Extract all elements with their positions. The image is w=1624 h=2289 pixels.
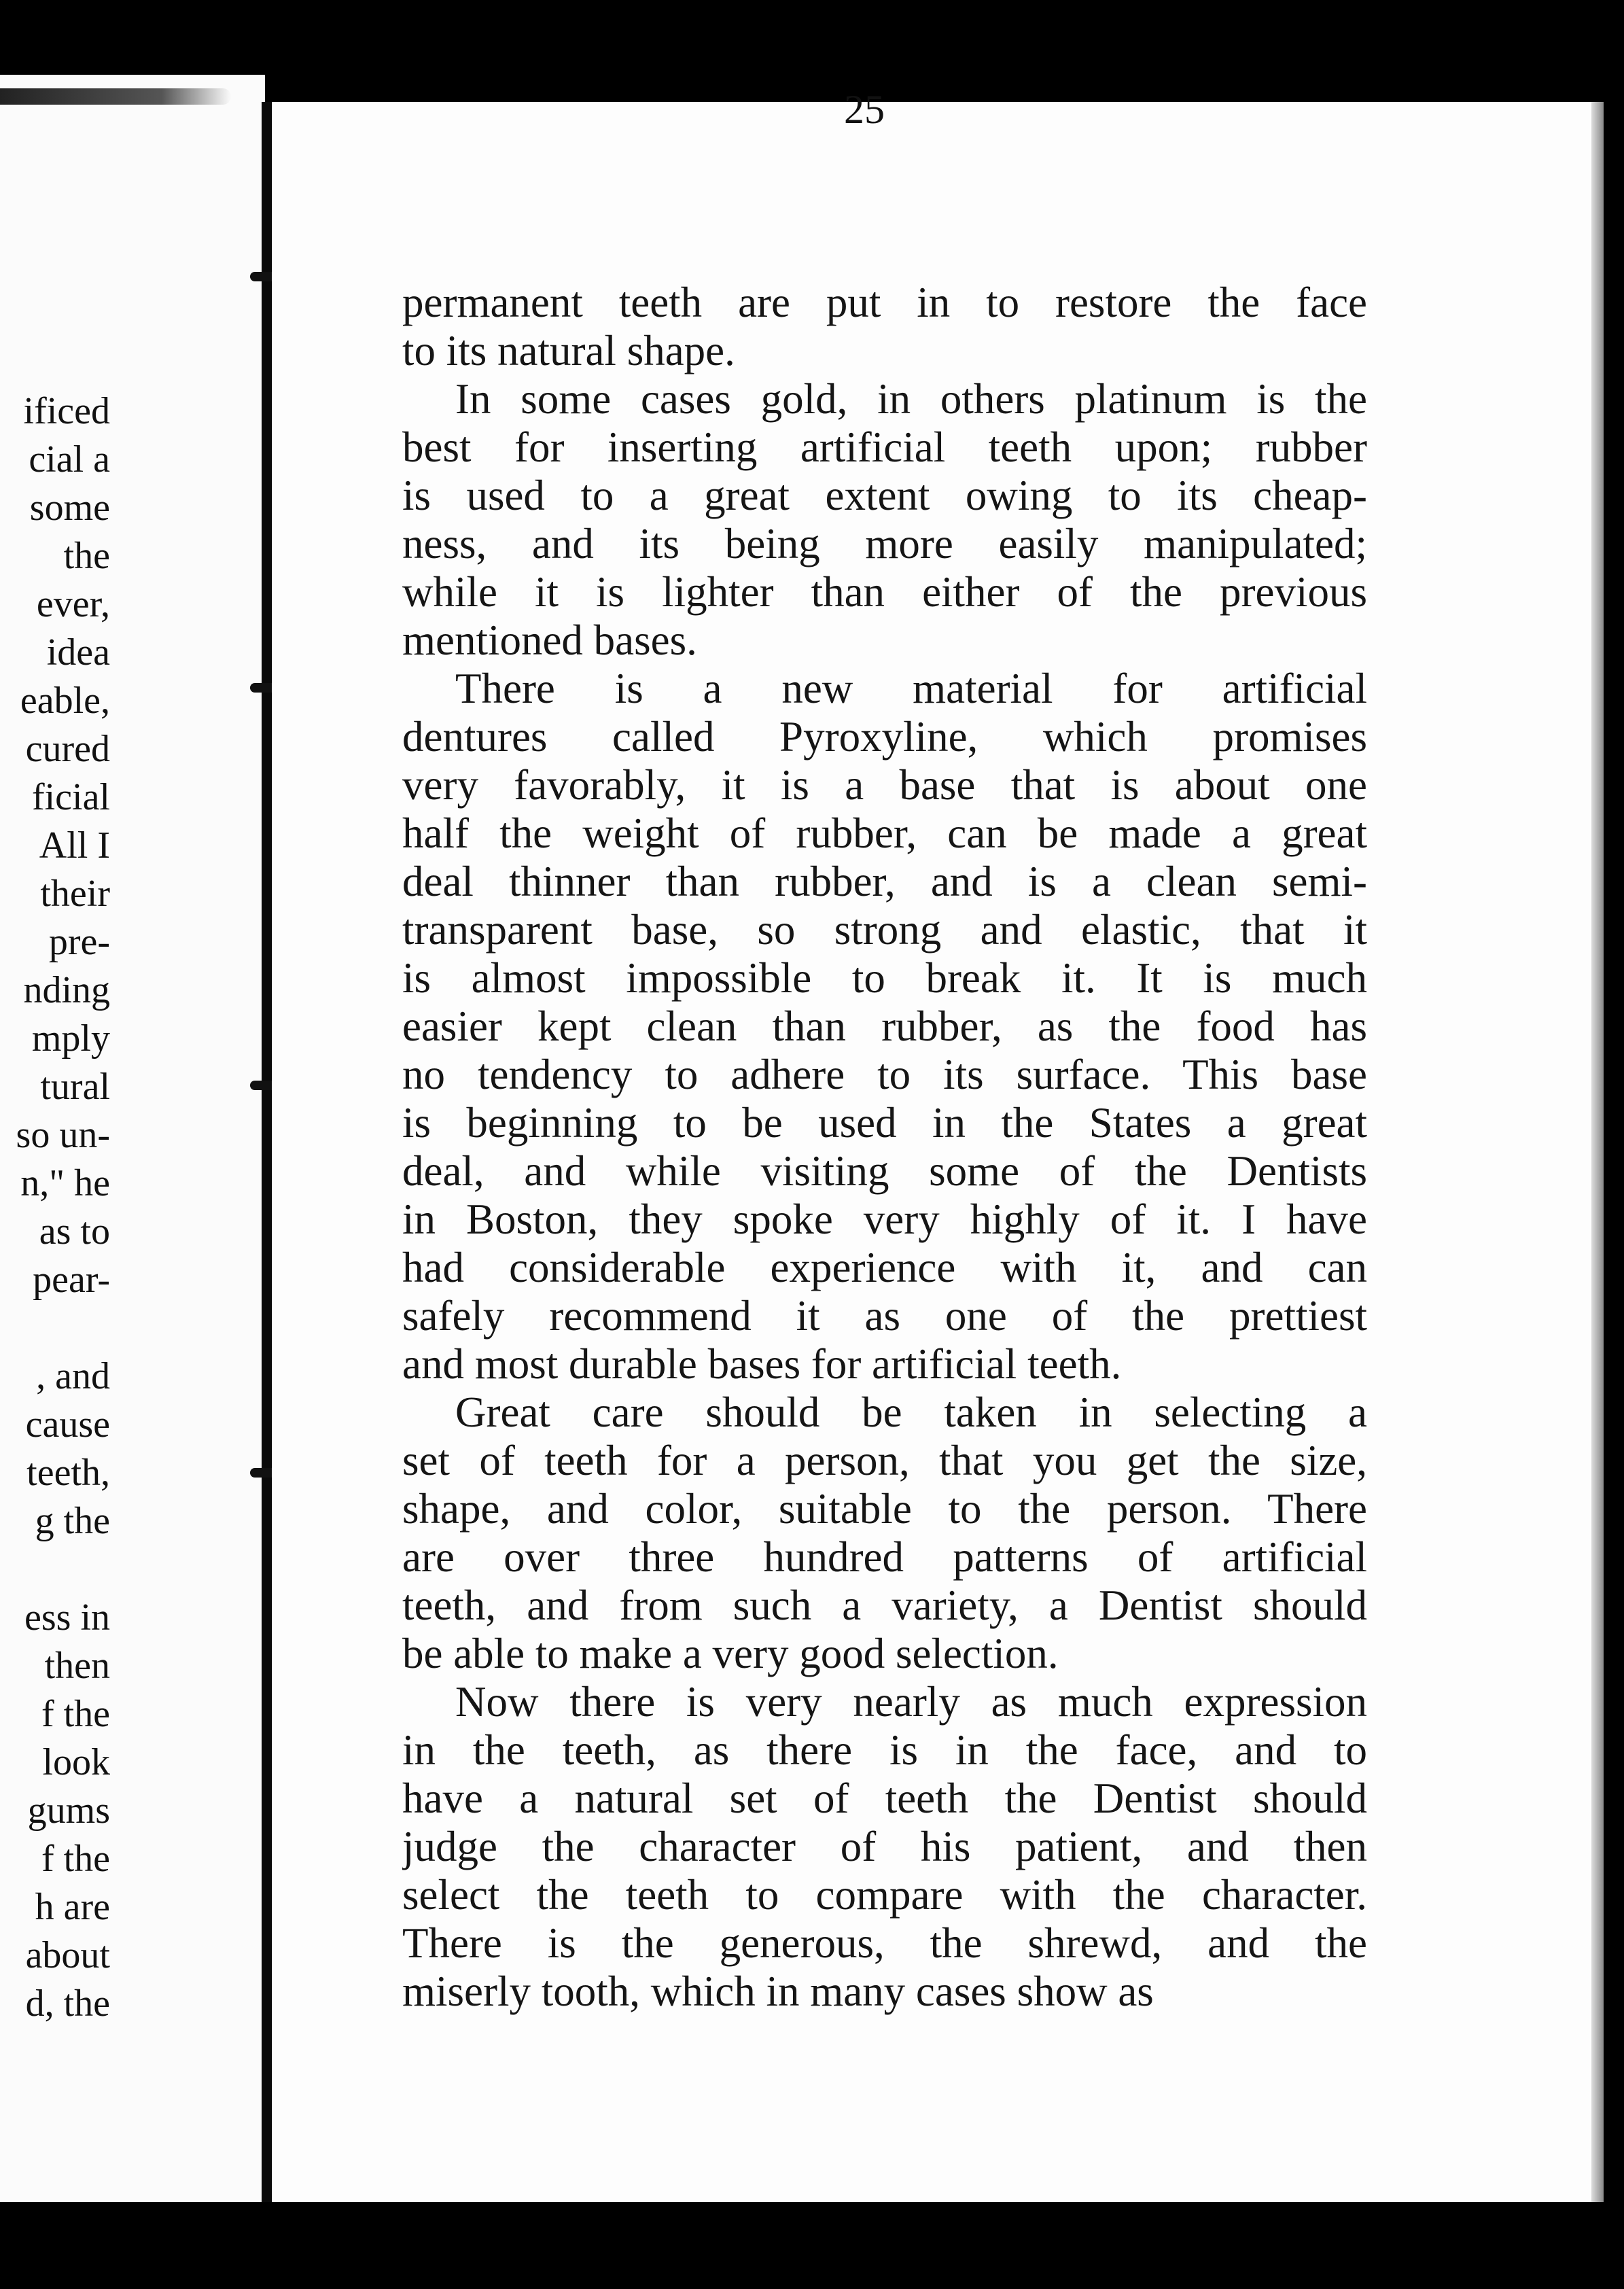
- left-page-line: then: [44, 1645, 110, 1687]
- left-page-line: the: [63, 535, 110, 577]
- left-page-line: ificed: [23, 390, 110, 432]
- body-text-line: is almost impossible to break it. It is much: [402, 954, 1367, 1002]
- left-page-line: pear-: [33, 1259, 110, 1301]
- body-text-line: easier kept clean than rubber, as the food has: [402, 1002, 1367, 1050]
- body-text-line: had considerable experience with it, and can: [402, 1244, 1367, 1291]
- body-text-line: judge the character of his patient, and then: [402, 1823, 1367, 1870]
- scan-border-bottom: [0, 2202, 1624, 2289]
- body-text-line: are over three hundred patterns of artificial: [402, 1533, 1367, 1581]
- left-page-line: idea: [46, 631, 110, 674]
- body-text-line: teeth, and from such a variety, a Dentist should: [402, 1582, 1367, 1629]
- left-facing-page: [0, 75, 265, 2202]
- body-text-line: dentures called Pyroxyline, which promises: [402, 713, 1367, 761]
- body-text-line: deal thinner than rubber, and is a clean semi-: [402, 858, 1367, 905]
- scan-border-right: [1604, 0, 1624, 2289]
- body-text-line: best for inserting artificial teeth upon; rubber: [402, 423, 1367, 471]
- body-text-line: There is the generous, the shrewd, and the: [402, 1919, 1367, 1967]
- body-text-line: half the weight of rubber, can be made a great: [402, 809, 1367, 857]
- left-page-line: tural: [40, 1066, 110, 1108]
- left-page-line: gums: [27, 1789, 110, 1832]
- left-page-line: cial a: [29, 438, 110, 480]
- body-text-line: transparent base, so strong and elastic, that it: [402, 906, 1367, 954]
- left-page-line: h are: [35, 1886, 110, 1928]
- body-text-line: very favorably, it is a base that is about one: [402, 761, 1367, 809]
- body-text-line: In some cases gold, in others platinum is the: [455, 375, 1367, 423]
- body-text-line: to its natural shape.: [402, 327, 735, 374]
- left-page-line: as to: [39, 1210, 110, 1253]
- body-text-line: is beginning to be used in the States a great: [402, 1099, 1367, 1147]
- page-number: 25: [844, 87, 885, 132]
- left-page-line: about: [25, 1934, 110, 1976]
- scan-border-top: [0, 0, 1624, 75]
- body-text-line: mentioned bases.: [402, 616, 697, 664]
- body-text: [402, 279, 1367, 2016]
- left-page-line: ficial: [31, 776, 110, 818]
- body-text-line: select the teeth to compare with the character.: [402, 1871, 1367, 1919]
- body-text-line: in Boston, they spoke very highly of it. I have: [402, 1195, 1367, 1243]
- left-page-line: mply: [31, 1017, 110, 1060]
- left-page-line: look: [42, 1741, 110, 1783]
- left-page-line: g the: [35, 1500, 110, 1542]
- left-page-line: teeth,: [27, 1452, 110, 1494]
- binding-gutter: [262, 102, 271, 2202]
- body-text-line: is used to a great extent owing to its cheap-: [402, 472, 1367, 519]
- left-page-line: n," he: [20, 1162, 110, 1204]
- left-page-line: , and: [36, 1355, 110, 1397]
- body-text-line: There is a new material for artificial: [455, 665, 1367, 712]
- body-text-line: Great care should be taken in selecting a: [455, 1388, 1367, 1436]
- left-page-line: nding: [23, 969, 110, 1011]
- body-text-line: have a natural set of teeth the Dentist should: [402, 1775, 1367, 1822]
- left-page-line: ess in: [24, 1596, 110, 1639]
- body-text-line: and most durable bases for artificial teeth.: [402, 1340, 1122, 1388]
- left-page-line: some: [29, 487, 110, 529]
- body-text-line: deal, and while visiting some of the Dentists: [402, 1147, 1367, 1195]
- left-page-line: eable,: [20, 680, 110, 722]
- body-text-line: safely recommend it as one of the prettiest: [402, 1292, 1367, 1340]
- left-page-line: cured: [25, 728, 110, 770]
- left-page-line: f the: [41, 1838, 110, 1880]
- left-page-line: f the: [41, 1693, 110, 1735]
- body-text-line: ness, and its being more easily manipulated;: [402, 520, 1367, 567]
- page-edge-shadow: [1591, 102, 1604, 2202]
- left-page-line: d, the: [25, 1982, 110, 2025]
- left-page-line: All I: [39, 824, 110, 867]
- left-page-line: their: [40, 873, 110, 915]
- left-page-line: so un-: [16, 1114, 110, 1156]
- page-edge-smudge: [0, 88, 231, 105]
- body-text-line: Now there is very nearly as much expression: [455, 1678, 1367, 1726]
- body-text-line: miserly tooth, which in many cases show as: [402, 1968, 1154, 2015]
- left-page-line: pre-: [48, 921, 110, 963]
- body-text-line: permanent teeth are put in to restore the face: [402, 279, 1367, 326]
- body-text-line: set of teeth for a person, that you get the size,: [402, 1437, 1367, 1484]
- body-text-line: shape, and color, suitable to the person. There: [402, 1485, 1367, 1533]
- body-text-line: be able to make a very good selection.: [402, 1630, 1059, 1677]
- body-text-line: while it is lighter than either of the previous: [402, 568, 1367, 616]
- left-page-line: cause: [25, 1403, 110, 1446]
- body-text-line: no tendency to adhere to its surface. This base: [402, 1051, 1367, 1098]
- left-page-line: ever,: [36, 583, 110, 625]
- body-text-line: in the teeth, as there is in the face, and to: [402, 1726, 1367, 1774]
